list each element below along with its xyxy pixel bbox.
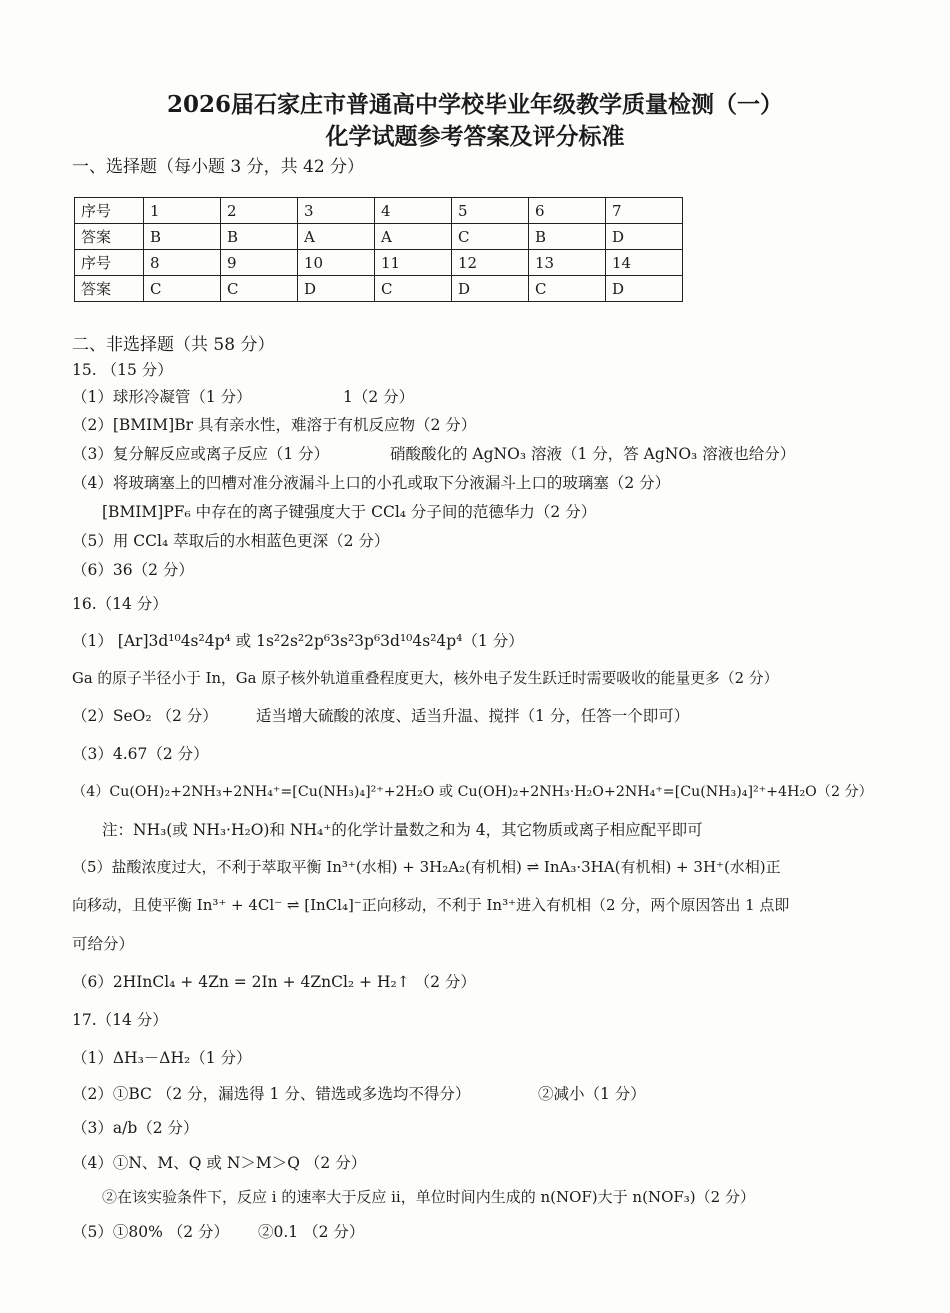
q15-answer-3b: 硝酸酸化的 AgNO₃ 溶液（1 分，答 AgNO₃ 溶液也给分） — [390, 445, 796, 463]
table-cell: C — [144, 276, 221, 302]
page-title: 2026届石家庄市普通高中学校毕业年级教学质量检测（一） — [166, 91, 783, 118]
row-label: 答案 — [75, 276, 144, 302]
q17-answer-5b: ②0.1 （2 分） — [258, 1223, 365, 1241]
q16-answer-5a: （5）盐酸浓度过大，不利于萃取平衡 In³⁺(水相) + 3H₂A₂(有机相) ⇌ InA₃·3HA(有机相) + 3H⁺(水相)正 — [72, 858, 781, 876]
q17-answer-2b: ②减小（1 分） — [538, 1085, 646, 1103]
table-cell: B — [144, 224, 221, 250]
q15-answer-5: （5）用 CCl₄ 萃取后的水相蓝色更深（2 分） — [72, 532, 390, 550]
table-cell: 14 — [606, 250, 683, 276]
table-cell: 10 — [298, 250, 375, 276]
q17-heading: 17.（14 分） — [72, 1011, 168, 1029]
table-cell: C — [452, 224, 529, 250]
q15-answer-4: （4）将玻璃塞上的凹槽对准分液漏斗上口的小孔或取下分液漏斗上口的玻璃塞（2 分） — [72, 474, 671, 492]
table-row — [75, 276, 683, 302]
table-cell: B — [529, 224, 606, 250]
section-heading-nonchoice: 二、非选择题（共 58 分） — [72, 335, 275, 355]
q17-answer-4b: ②在该实验条件下，反应 i 的速率大于反应 ii，单位时间内生成的 n(NOF)大于 n(NOF₃)（2 分） — [102, 1188, 755, 1206]
table-cell: 4 — [375, 198, 452, 224]
q17-answer-4: （4）①N、M、Q 或 N＞M＞Q （2 分） — [72, 1154, 367, 1172]
section-heading-choice: 一、选择题（每小题 3 分，共 42 分） — [72, 157, 365, 177]
q16-answer-5c: 可给分） — [72, 935, 135, 953]
q15-answer-1b: 1（2 分） — [343, 388, 415, 406]
q16-answer-2b: 适当增大硫酸的浓度、适当升温、搅拌（1 分，任答一个即可） — [256, 707, 690, 725]
page-subtitle: 化学试题参考答案及评分标准 — [325, 123, 625, 150]
row-label: 序号 — [75, 198, 144, 224]
table-cell: D — [298, 276, 375, 302]
row-label: 答案 — [75, 224, 144, 250]
answer-table — [74, 197, 683, 302]
q16-answer-4-note: 注：NH₃(或 NH₃·H₂O)和 NH₄⁺的化学计量数之和为 4，其它物质或离子相应配平即可 — [102, 821, 703, 839]
table-cell: 2 — [221, 198, 298, 224]
q15-answer-1a: （1）球形冷凝管（1 分） — [72, 388, 252, 406]
row-label: 序号 — [75, 250, 144, 276]
table-cell: D — [606, 276, 683, 302]
q15-answer-3a: （3）复分解反应或离子反应（1 分） — [72, 445, 330, 463]
q15-answer-4b: [BMIM]PF₆ 中存在的离子键强度大于 CCl₄ 分子间的范德华力（2 分） — [102, 503, 597, 521]
q16-answer-2a: （2）SeO₂ （2 分） — [72, 707, 218, 725]
q16-answer-3: （3）4.67（2 分） — [72, 745, 209, 763]
q16-answer-1: （1） [Ar]3d¹⁰4s²4p⁴ 或 1s²2s²2p⁶3s²3p⁶3d¹⁰4s²4p⁴（1 分） — [72, 632, 524, 650]
table-row — [75, 198, 683, 224]
q15-answer-6: （6）36（2 分） — [72, 561, 194, 579]
table-cell: 11 — [375, 250, 452, 276]
table-cell: C — [375, 276, 452, 302]
q17-answer-1: （1）ΔH₃－ΔH₂（1 分） — [72, 1049, 252, 1067]
table-cell: A — [375, 224, 452, 250]
table-cell: 5 — [452, 198, 529, 224]
table-cell: 12 — [452, 250, 529, 276]
q15-answer-2: （2）[BMIM]Br 具有亲水性，难溶于有机反应物（2 分） — [72, 416, 477, 434]
table-cell: C — [221, 276, 298, 302]
q16-answer-6: （6）2HInCl₄ + 4Zn = 2In + 4ZnCl₂ + H₂↑ （2 分） — [72, 973, 476, 991]
q15-heading: 15. （15 分） — [72, 361, 173, 379]
table-cell: 8 — [144, 250, 221, 276]
q16-heading: 16.（14 分） — [72, 595, 168, 613]
q16-answer-5b: 向移动，且使平衡 In³⁺ + 4Cl⁻ ⇌ [InCl₄]⁻正向移动，不利于 In³⁺进入有机相（2 分，两个原因答出 1 点即 — [72, 896, 790, 914]
table-row — [75, 250, 683, 276]
table-cell: 6 — [529, 198, 606, 224]
table-cell: 1 — [144, 198, 221, 224]
q16-answer-4: （4）Cu(OH)₂+2NH₃+2NH₄⁺=[Cu(NH₃)₄]²⁺+2H₂O 或 Cu(OH)₂+2NH₃·H₂O+2NH₄⁺=[Cu(NH₃)₄]²⁺+4H₂O（2 分） — [72, 784, 873, 800]
table-cell: D — [606, 224, 683, 250]
table-row — [75, 224, 683, 250]
table-cell: 3 — [298, 198, 375, 224]
table-cell: C — [529, 276, 606, 302]
q17-answer-3: （3）a/b（2 分） — [72, 1119, 199, 1137]
table-cell: D — [452, 276, 529, 302]
q17-answer-5a: （5）①80% （2 分） — [72, 1223, 230, 1241]
table-cell: 9 — [221, 250, 298, 276]
q16-answer-1b: Ga 的原子半径小于 In，Ga 原子核外轨道重叠程度更大，核外电子发生跃迁时需要吸收的能量更多（2 分） — [72, 670, 779, 687]
q17-answer-2a: （2）①BC （2 分，漏选得 1 分、错选或多选均不得分） — [72, 1085, 471, 1103]
table-cell: A — [298, 224, 375, 250]
table-cell: 13 — [529, 250, 606, 276]
table-cell: B — [221, 224, 298, 250]
table-cell: 7 — [606, 198, 683, 224]
